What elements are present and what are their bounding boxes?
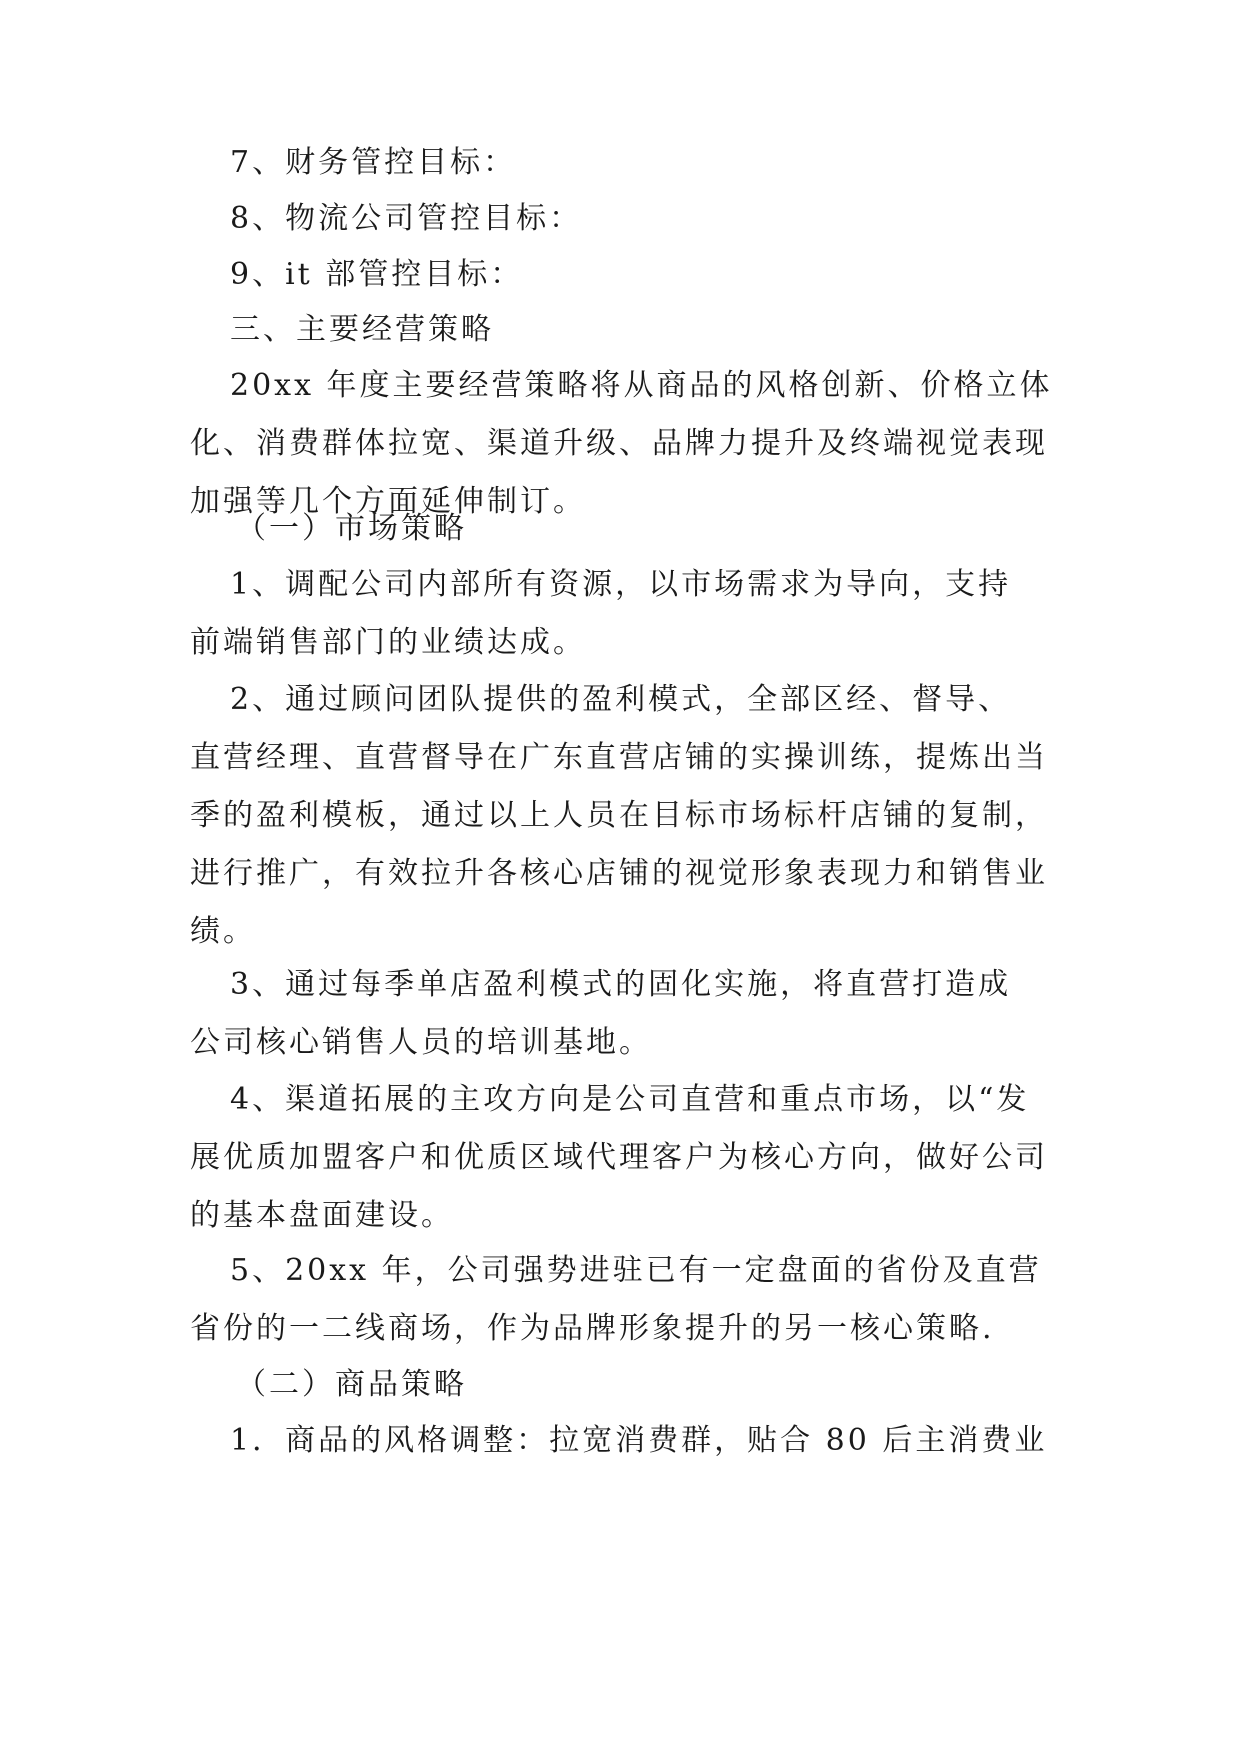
line: 展优质加盟客户和优质区域代理客户为核心方向，做好公司: [190, 1140, 1048, 1175]
paragraph-item-5: [190, 1242, 1050, 1358]
heading-strategy: 三、主要经营策略: [230, 312, 494, 347]
line: 公司核心销售人员的培训基地。: [190, 1025, 652, 1060]
line: 加强等几个方面延伸制订。: [190, 484, 586, 519]
line: 化、消费群体拉宽、渠道升级、品牌力提升及终端视觉表现: [190, 426, 1048, 461]
line: 20xx 年度主要经营策略将从商品的风格创新、价格立体: [230, 368, 1053, 403]
line: 前端销售部门的业绩达成。: [190, 625, 586, 660]
paragraph-item-4: [190, 1071, 1050, 1245]
line: 1．商品的风格调整：拉宽消费群，贴合 80 后主消费业: [230, 1423, 1048, 1458]
line-logistics-target: 8、物流公司管控目标：: [230, 201, 583, 236]
line: 3、通过每季单店盈利模式的固化实施，将直营打造成: [230, 967, 1012, 1002]
line: 绩。: [190, 914, 256, 949]
heading-market-strategy: （一）市场策略: [236, 511, 467, 546]
text-line: [190, 190, 1050, 248]
paragraph-item-1: [190, 556, 1050, 672]
line: 省份的一二线商场，作为品牌形象提升的另一核心策略.: [190, 1311, 995, 1346]
paragraph-item-3: [190, 956, 1050, 1072]
section-heading: [190, 301, 1050, 359]
line: 4、渠道拓展的主攻方向是公司直营和重点市场，以“发: [230, 1082, 1030, 1117]
line: 直营经理、直营督导在广东直营店铺的实操训练，提炼出当: [190, 740, 1048, 775]
heading-product-strategy: （二）商品策略: [236, 1367, 467, 1402]
line: 季的盈利模板，通过以上人员在目标市场标杆店铺的复制，: [190, 798, 1048, 833]
line: 5、20xx 年，公司强势进驻已有一定盘面的省份及直营: [230, 1253, 1042, 1288]
text-line: [190, 246, 1050, 304]
line: 进行推广，有效拉升各核心店铺的视觉形象表现力和销售业: [190, 856, 1048, 891]
line: 的基本盘面建设。: [190, 1198, 454, 1233]
line-finance-target: 7、财务管控目标：: [230, 145, 517, 180]
text-line: [190, 134, 1050, 192]
line: 1、调配公司内部所有资源，以市场需求为导向，支持: [230, 567, 1012, 602]
line: 2、通过顾问团队提供的盈利模式，全部区经、督导、: [230, 682, 1012, 717]
paragraph-item-2: [190, 671, 1050, 961]
subheading-market: [190, 500, 1050, 558]
subheading-product: [190, 1356, 1050, 1414]
paragraph-product-1: [190, 1412, 1050, 1470]
line-it-target: 9、it 部管控目标：: [230, 257, 524, 292]
